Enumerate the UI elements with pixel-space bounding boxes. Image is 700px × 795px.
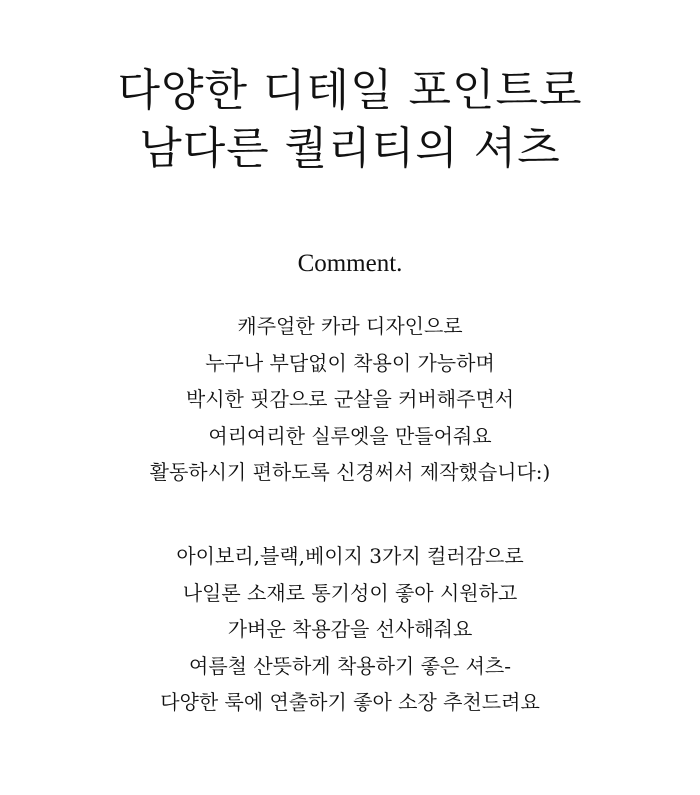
comment-line: 가벼운 착용감을 선사해줘요 (227, 617, 473, 641)
comment-label: Comment. (297, 250, 403, 277)
headline (0, 62, 700, 178)
comment-line: 활동하시기 편하도록 신경써서 제작했습니다:) (149, 460, 551, 484)
comment-line: 여름철 산뜻하게 착용하기 좋은 셔츠- (189, 653, 511, 678)
comment-paragraph (0, 308, 700, 491)
comment-line: 아이보리,블랙,베이지 3가지 컬러감으로 (176, 544, 524, 568)
comment-line: 다양한 룩에 연출하기 좋아 소장 추천드려요 (160, 690, 540, 714)
headline-line: 남다른 퀄리티의 셔츠 (139, 123, 561, 174)
headline-line: 다양한 디테일 포인트로 (117, 65, 583, 116)
comment-paragraph (0, 538, 700, 721)
comment-line: 캐주얼한 카라 디자인으로 (237, 314, 463, 338)
comment-line: 여리여리한 실루엣을 만들어줘요 (208, 423, 492, 448)
comment-line: 누구나 부담없이 착용이 가능하며 (205, 350, 495, 375)
comment-line: 박시한 핏감으로 군살을 커버해주면서 (185, 387, 515, 411)
comment-line: 나일론 소재로 통기성이 좋아 시원하고 (182, 580, 518, 605)
